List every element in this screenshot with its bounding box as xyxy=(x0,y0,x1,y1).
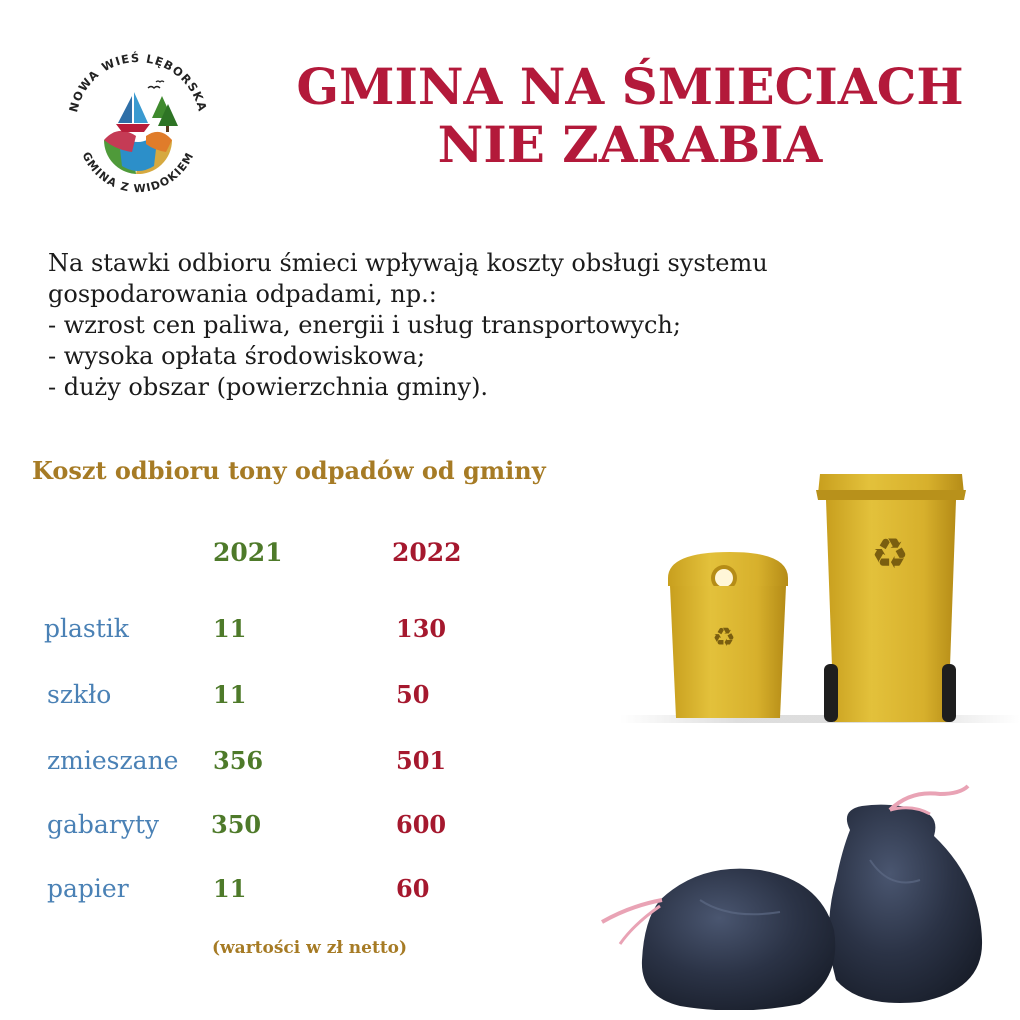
units-note: (wartości w zł netto) xyxy=(212,938,408,958)
table-row xyxy=(0,874,600,914)
table-row xyxy=(0,746,600,786)
value-2022: 600 xyxy=(396,810,447,839)
value-2022: 130 xyxy=(396,614,447,643)
svg-text:♻: ♻ xyxy=(712,623,736,653)
table-row xyxy=(0,680,600,720)
intro-line: - wzrost cen paliwa, energii i usług transportowych; xyxy=(48,311,681,339)
logo-bottom-text: GMINA Z WIDOKIEM xyxy=(79,149,197,196)
value-2022: 60 xyxy=(396,874,430,903)
category-label: gabaryty xyxy=(47,810,160,839)
intro-line: - duży obszar (powierzchnia gminy). xyxy=(48,373,489,401)
value-2021: 11 xyxy=(213,874,247,903)
category-label: papier xyxy=(47,874,129,903)
logo-top-text: NOWA WIEŚ LĘBORSKA xyxy=(66,50,210,114)
category-label: szkło xyxy=(47,680,112,709)
title-line-2: NIE ZARABIA xyxy=(437,115,823,174)
intro-line: gospodarowania odpadami, np.: xyxy=(48,280,437,308)
title-line-1: GMINA NA ŚMIECIACH xyxy=(296,57,964,116)
year-header-2022: 2022 xyxy=(392,538,462,567)
intro-line: - wysoka opłata środowiskowa; xyxy=(48,342,426,370)
value-2021: 11 xyxy=(213,614,247,643)
category-label: zmieszane xyxy=(47,746,179,775)
garbage-bags-icon xyxy=(590,780,1010,1010)
category-label: plastik xyxy=(44,614,129,643)
year-header-2021: 2021 xyxy=(213,538,283,567)
intro-line: Na stawki odbioru śmieci wpływają koszty obsługi systemu xyxy=(48,249,768,277)
value-2021: 350 xyxy=(211,810,262,839)
gmina-logo-icon xyxy=(58,40,218,200)
value-2022: 50 xyxy=(396,680,430,709)
table-row xyxy=(0,810,600,850)
value-2021: 356 xyxy=(213,746,264,775)
cost-table-title: Koszt odbioru tony odpadów od gminy xyxy=(32,456,546,485)
intro-paragraph xyxy=(48,248,948,403)
yellow-recycling-bins-icon xyxy=(620,460,1020,740)
table-row xyxy=(0,614,600,654)
page-title xyxy=(250,58,1010,174)
value-2022: 501 xyxy=(396,746,447,775)
svg-text:♻: ♻ xyxy=(871,529,909,578)
value-2021: 11 xyxy=(213,680,247,709)
